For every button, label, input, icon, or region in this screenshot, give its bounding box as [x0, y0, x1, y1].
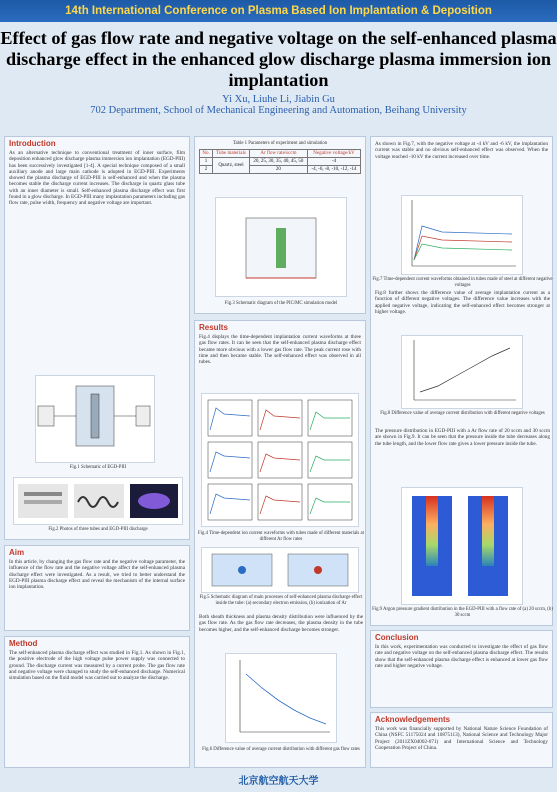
- results-text: Fig.4 displays the time-dependent implantation current waveforms at three gas flow rates. It can be seen that the self-enhanced plasma discharge effect became more obvious with a lower gas flow rate. The peak current rose with time and then became stable. The self-enhanced effect was observed in all tubes.: [199, 334, 361, 366]
- process-diagram: [202, 548, 358, 592]
- table-cell: 1: [200, 158, 213, 166]
- fig6-caption: Fig.6 Difference value of average current distribution with different gas flow rates: [202, 747, 360, 752]
- university-logo-text: 北京航空航天大学: [238, 776, 319, 787]
- table-header-cell: No.: [200, 150, 213, 158]
- fig9-caption: Fig.9 Argon pressure gradient distribution in the EGD-PIII with a flow rate of (a) 20 sccm, (b) 30 sccm: [372, 607, 553, 618]
- section-heading: Conclusion: [375, 633, 419, 642]
- fig2-photos: [13, 477, 183, 525]
- waveform-grid: [202, 394, 358, 526]
- fig7-waveforms: [401, 195, 523, 275]
- paper-title: Effect of gas flow rate and negative voltage on the self-enhanced plasma discharge effect in the enhanced glow discharge plasma immersion ion implantation: [0, 28, 557, 90]
- title-block: [0, 22, 557, 122]
- fig5-caption: Fig.5 Schematic diagram of main processes of self-enhanced plasma discharge effect inside the tube: (a) secondary electron emission, (b) ionization of Ar: [199, 595, 363, 606]
- affiliation: 702 Department, School of Mechanical Engineering and Automation, Beihang University: [90, 105, 467, 116]
- table-header-cell: Ar flow rate/sccm: [249, 150, 307, 158]
- table-cell: Quartz, steel: [213, 158, 250, 174]
- table-fig3-panel: [194, 136, 366, 314]
- section-heading: Results: [199, 323, 228, 332]
- fig2-caption: Fig.2 Photos of three tubes and EGD-PIII discharge: [48, 527, 148, 532]
- section-heading: Aim: [9, 548, 25, 557]
- table-header-cell: Negative voltage/kV: [308, 150, 361, 158]
- method-text: The self-enhanced plasma discharge effect was studied in Fig.1. As shown in Fig.1, the positive electrode of the high voltage pulse power supply was connected to ground. The discharge current was measured by a current probe. The gas flow rate and negative voltage were changed to study the self-enhanced discharge. Numerical simulation based on the fluid model was carried out to analyze the discharge.: [9, 650, 185, 682]
- fig4-caption: Fig.4 Time-dependent ion current waveforms with tubes made of different materials at different Ar flow rates: [198, 531, 364, 542]
- fig8-caption: Fig.8 Difference value of average current distribution with different negative voltages: [380, 411, 545, 416]
- table-cell: 20, 25, 30, 35, 40, 45, 50: [249, 158, 307, 166]
- fig7-plot: [402, 196, 522, 274]
- table1-wrapper: [195, 147, 365, 176]
- table-cell: -4: [308, 158, 361, 166]
- col3-text-a: As shown in Fig.7, with the negative voltage at -4 kV and -6 kV, the implantation current was stable and no obvious self-enhanced effect was observed. When the voltage reached -10 kV the current increased over time.: [375, 141, 548, 160]
- fig6-chart: [225, 653, 337, 743]
- fig1-schematic: [35, 375, 155, 463]
- table-row: [200, 158, 361, 166]
- method-section: [4, 636, 190, 768]
- table-header-row: [200, 150, 361, 158]
- results-text-2: Both sheath thickness and plasma density distribution were influenced by the gas flow rate. As the gas flow rate decreases, the plasma density in the tube becomes higher, and the self-enhanced discharge becomes stronger.: [199, 614, 363, 633]
- fig8-plot: [402, 336, 522, 408]
- pressure-map: [402, 488, 522, 604]
- ack-text: This work was financially supported by National Nature Science Foundation of China (NSFC 51175024 and 10875113), National Science and Technology Major Project (2011ZX04002-071) and International Science and Technology Cooperation Project of China.: [375, 726, 548, 751]
- section-heading: Method: [9, 639, 38, 648]
- ack-section: [370, 712, 553, 768]
- fig5-processes: [201, 547, 359, 593]
- simulation-model-figure: [216, 198, 346, 296]
- table-cell: -4, -6, -8, -10, -12, -14: [308, 166, 361, 174]
- col3-results: [370, 136, 553, 626]
- intro-text: As an alternative technique to conventional treatment of inner surface, film deposition enhanced glow discharge plasma immersion ion implantation (EGD-PIII) has been successively investigated [1-4]. A special technique composed of a small auxiliary anode and large main cathode is adopted in EGD-PIII. Experiments showed the plasma discharge of EGD-PIII is self-enhanced and when the plasma becomes stable the discharge current increases. The discharge in quartz glass tube with an inner diameter is small. Self-enhanced plasma discharge effect was first found in a glow discharge. In EGD-PIII many implantation parameters including gas flow rate, pulse width, frequency and negative voltage are important.: [9, 150, 185, 207]
- aim-section: [4, 545, 190, 631]
- fig6-plot: [226, 654, 336, 742]
- intro-section: [4, 136, 190, 540]
- fig9-pressure: [401, 487, 523, 605]
- aim-text: In this article, by changing the gas flow rate and the negative voltage parameter, the influence of the flow rate and the negative voltage affect the self-enhanced plasma discharge effect were investigated. As a result, we tried to better understand the EGD-PIII plasma discharge effect and reveal the mechanism of the internal surface ion implantation.: [9, 559, 185, 591]
- col3-text-b: Fig.8 further shows the difference value of average implantation current as a function of different negative voltages. The difference value increases with the applied negative voltage, indicating the self-enhanced effect becomes stronger at higher voltage.: [375, 290, 550, 315]
- col3-text-c: The pressure distribution in EGD-PIII with a Ar flow rate of 20 sccm and 30 sccm are shown in Fig.9. It can be seen that the pressure inside the tube decreases along the tube length, and the lower flow rate gives a lower pressure inside the tube.: [375, 428, 550, 447]
- table-header-cell: Tube materials: [213, 150, 250, 158]
- results-section: [194, 320, 366, 768]
- conclusion-text: In this work, experimentation was conducted to investigate the effect of gas flow rate and negative voltage on the self-enhanced plasma discharge effect. The results show that the self-enhanced plasma discharge effect is enhanced at lower gas flow rate and higher negative voltage.: [375, 644, 548, 669]
- fig8-chart: [401, 335, 523, 409]
- conference-banner: 14th International Conference on Plasma Based Ion Implantation & Deposition: [0, 0, 557, 22]
- section-heading: Introduction: [9, 139, 56, 148]
- fig3-caption: Fig.3 Schematic diagram of the PIC/MC simulation model: [224, 301, 338, 306]
- authors: Yi Xu, Liuhe Li, Jiabin Gu: [222, 94, 335, 105]
- table-cell: 2: [200, 166, 213, 174]
- fig3-model: [215, 197, 347, 297]
- section-heading: Acknowledgements: [375, 715, 451, 724]
- fig7-caption: Fig.7 Time-dependent current waveforms obtained in tubes made of steel at different negative voltages: [372, 277, 553, 288]
- table-cell: 20: [249, 166, 307, 174]
- tube-photos: [14, 478, 182, 524]
- conclusion-section: [370, 630, 553, 708]
- parameter-table: [199, 149, 361, 174]
- table1-caption: Table 1 Parameters of experiment and simulation: [232, 141, 328, 146]
- fig4-waveforms: [201, 393, 359, 527]
- schematic-figure: [36, 376, 154, 462]
- fig1-caption: Fig.1 Schematic of EGD-PIII: [69, 465, 127, 470]
